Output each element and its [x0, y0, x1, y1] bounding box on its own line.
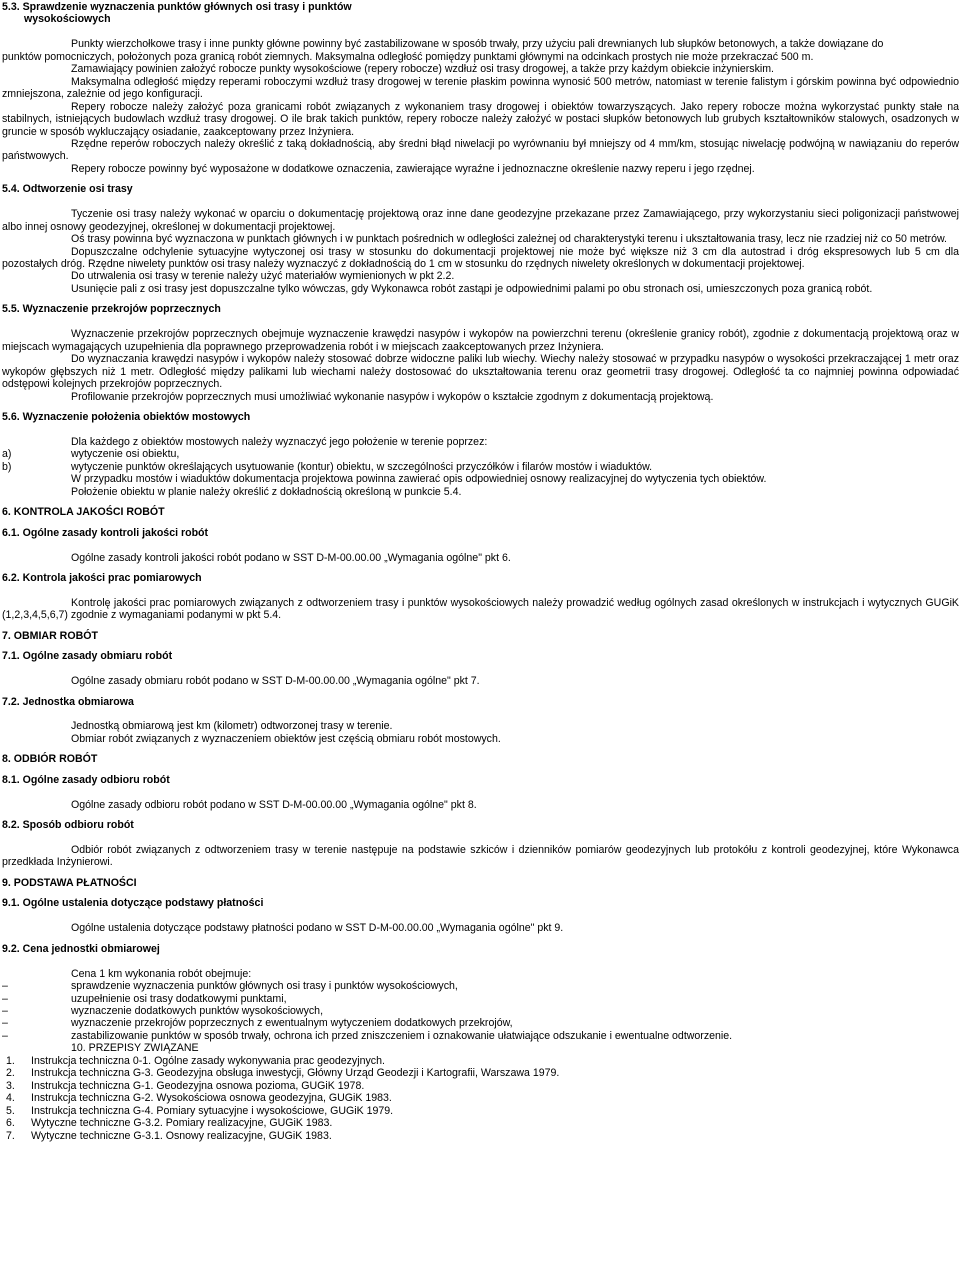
paragraph: Rzędne reperów roboczych należy określić z taką dokładnością, aby średni błąd niwelacji po wyrównaniu był mniejszy od 4 mm/km, stosując niwelację podwójną w nawiązaniu do reperów państwowych.: [2, 137, 959, 163]
paragraph: Dla każdego z obiektów mostowych należy wyznaczyć jego położenie w terenie poprzez:: [71, 435, 488, 448]
section-heading-6: 6. KONTROLA JAKOŚCI ROBÓT: [2, 506, 165, 519]
paragraph: Do wyznaczania krawędzi nasypów i wykopów należy stosować dobrze widoczne paliki lub wiechy. Wiechy należy stosować w przypadku nasypów o wysokości przekraczającej 1 metr oraz wykopów głębszych niż 1 metr. Odległość między palikami lub wiechami należy dostosować do ukształtowania terenu oraz geometrii trasy drogowej. Odległość ta co najmniej powinna odpowiadać odstępowi kolejnych przekrojów poprzecznych.: [2, 353, 959, 391]
bullet-item: – wyznaczenie przekrojów poprzecznych z ewentualnym wytyczeniem dodatkowych przekrojów,: [2, 1017, 513, 1030]
paragraph: Tyczenie osi trasy należy wykonać w oparciu o dokumentację projektową oraz inne dane geodezyjne przekazane przez Zamawiającego, przy wykorzystaniu sieci poligonizacji państwowej albo innej osnowy geodezyjnej, określonej w dokumentacji projektowej.: [2, 208, 959, 233]
paragraph: Usunięcie pali z osi trasy jest dopuszczalne tylko wówczas, gdy Wykonawca robót zastąpi je odpowiednimi palami po obu stronach osi, umieszczonych poza granicą robót.: [71, 282, 873, 295]
list-item: 1. Instrukcja techniczna 0-1. Ogólne zasady wykonywania prac geodezyjnych.: [6, 1054, 385, 1067]
dash-marker: –: [2, 1029, 8, 1042]
paragraph: Ogólne zasady odbioru robót podano w SST D-M-00.00.00 „Wymagania ogólne" pkt 8.: [71, 798, 477, 811]
paragraph: Ogólne zasady obmiaru robót podano w SST D-M-00.00.00 „Wymagania ogólne" pkt 7.: [71, 675, 480, 688]
paragraph: punktów pomocniczych, położonych poza granicą robót ziemnych. Maksymalna odległość pomiędzy punktami głównymi na odcinkach prostych nie może przekraczać 500 m.: [2, 50, 814, 63]
list-item: 4. Instrukcja techniczna G-2. Wysokościowa osnowa geodezyjna, GUGiK 1983.: [6, 1092, 392, 1105]
paragraph: Punkty wierzchołkowe trasy i inne punkty główne powinny być zastabilizowane w sposób trwały, przy użyciu pali drewnianych lub słupków betonowych, a także dowiązane do: [71, 38, 884, 51]
section-heading-7: 7. OBMIAR ROBÓT: [2, 629, 98, 642]
bullet-item: – sprawdzenie wyznaczenia punktów głównych osi trasy i punktów wysokościowych,: [2, 980, 458, 993]
list-item: 6. Wytyczne techniczne G-3.2. Pomiary realizacyjne, GUGiK 1983.: [6, 1117, 333, 1130]
list-marker: 6.: [6, 1117, 15, 1130]
section-heading-5-6: 5.6. Wyznaczenie położenia obiektów mostowych: [2, 411, 251, 423]
paragraph: W przypadku mostów i wiaduktów dokumentacja projektowa powinna zawierać opis odpowiedniej osnowy realizacyjnej do wytyczenia tych obiektów.: [71, 473, 767, 486]
paragraph: Kontrolę jakości prac pomiarowych związanych z odtworzeniem trasy i punktów wysokościowych należy prowadzić według ogólnych zasad określonych w instrukcjach i wytycznych GUGiK (1,2,3,4,5,6,7) zgodnie z wymaganiami podanymi w pkt 5.4.: [2, 596, 959, 622]
list-marker: 3.: [6, 1079, 15, 1092]
bullet-item: – uzupełnienie osi trasy dodatkowymi punktami,: [2, 992, 287, 1005]
paragraph: Wyznaczenie przekrojów poprzecznych obejmuje wyznaczenie krawędzi nasypów i wykopów na powierzchni terenu (określenie granicy robót), zgodnie z dokumentacją projektową oraz w miejscach wymagających uzupełnienia dla poprawnego przeprowadzenia robót i w miejscach zaakceptowanych przez Inżyniera.: [2, 328, 959, 353]
document-page: [2, 1, 959, 1142]
section-heading-10: 10. PRZEPISY ZWIĄZANE: [71, 1042, 199, 1055]
paragraph: Repery robocze należy założyć poza granicami robót związanych z wykonaniem trasy drogowej i obiektów towarzyszących. Jako repery robocze można wykorzystać punkty stałe na stabilnych, istniejących budowlach wzdłuż trasy drogowej. O ile brak takich punktów, repery robocze należy założyć w postaci słupków betonowych lub grubych kształtowników stalowych, osadzonych w gruncie w sposób wykluczający osiadanie, zaakceptowany przez Inżyniera.: [2, 100, 959, 138]
paragraph: Repery robocze powinny być wyposażone w dodatkowe oznaczenia, zawierające wyraźne i jednoznaczne określenie nazwy reperu i jego rzędnej.: [71, 162, 755, 175]
list-item: 7. Wytyczne techniczne G-3.1. Osnowy realizacyjne, GUGiK 1983.: [6, 1129, 332, 1142]
list-item: a) wytyczenie osi obiektu,: [2, 448, 180, 461]
section-heading-8-2: 8.2. Sposób odbioru robót: [2, 819, 134, 832]
list-item: 2. Instrukcja techniczna G-3. Geodezyjna obsługa inwestycji, Główny Urząd Geodezji i Kartografii, Warszawa 1979.: [6, 1067, 560, 1080]
paragraph: Jednostką obmiarową jest km (kilometr) odtworzonej trasy w terenie.: [71, 720, 393, 733]
paragraph: Profilowanie przekrojów poprzecznych musi umożliwiać wykonanie nasypów i wykopów o kształcie zgodnym z dokumentacją projektową.: [71, 390, 714, 403]
dash-marker: –: [2, 992, 8, 1005]
list-marker: 7.: [6, 1129, 15, 1142]
section-heading-7-1: 7.1. Ogólne zasady obmiaru robót: [2, 650, 173, 663]
section-heading-9: 9. PODSTAWA PŁATNOŚCI: [2, 876, 137, 889]
list-item: b) wytyczenie punktów określających usytuowanie (kontur) obiektu, w szczególności przyczółków i filarów mostów i wiaduktów.: [2, 460, 653, 473]
paragraph: Dopuszczalne odchylenie sytuacyjne wytyczonej osi trasy w stosunku do dokumentacji projektowej nie może być większe niż 3 cm dla autostrad i dróg ekspresowych lub 5 cm dla pozostałych dróg. Rzędne niwelety punktów osi trasy należy wyznaczyć z dokładnością do 1 cm w stosunku do rzędnych niwelety określonych w dokumentacji projektowej.: [2, 245, 959, 271]
section-heading-8-1: 8.1. Ogólne zasady odbioru robót: [2, 773, 170, 786]
list-marker: 4.: [6, 1092, 15, 1105]
dash-marker: –: [2, 980, 8, 993]
dash-marker: –: [2, 1017, 8, 1030]
list-item: 5. Instrukcja techniczna G-4. Pomiary sytuacyjne i wysokościowe, GUGiK 1979.: [6, 1104, 394, 1117]
section-heading-7-2: 7.2. Jednostka obmiarowa: [2, 695, 134, 708]
list-marker: 5.: [6, 1104, 15, 1117]
list-item: 3. Instrukcja techniczna G-1. Geodezyjna osnowa pozioma, GUGiK 1978.: [6, 1079, 365, 1092]
paragraph: Położenie obiektu w planie należy określić z dokładnością określoną w punkcie 5.4.: [71, 485, 462, 498]
paragraph: Do utrwalenia osi trasy w terenie należy użyć materiałów wymienionych w pkt 2.2.: [71, 270, 455, 283]
section-heading-8: 8. ODBIÓR ROBÓT: [2, 753, 98, 766]
list-marker: 2.: [6, 1067, 15, 1080]
section-heading-9-2: 9.2. Cena jednostki obmiarowej: [2, 942, 160, 955]
bullet-item: – wyznaczenie dodatkowych punktów wysokościowych,: [2, 1004, 324, 1017]
section-heading-5-3: 5.3. Sprawdzenie wyznaczenia punktów głównych osi trasy i punktów wysokościowych: [2, 1, 352, 26]
paragraph: Maksymalna odległość między reperami roboczymi wzdłuż trasy drogowej w terenie płaskim powinna wynosić 500 metrów, natomiast w terenie falistym i górskim powinna być odpowiednio zmniejszona, zależnie od jego konfiguracji.: [2, 75, 959, 101]
paragraph: Oś trasy powinna być wyznaczona w punktach głównych i w punktach pośrednich w odległości zależnej od charakterystyki terenu i ukształtowania trasy, lecz nie rzadziej niż co 50 metrów.: [71, 233, 947, 246]
paragraph: Obmiar robót związanych z wyznaczeniem obiektów jest częścią obmiaru robót mostowych.: [71, 732, 501, 745]
paragraph: Ogólne ustalenia dotyczące podstawy płatności podano w SST D-M-00.00.00 „Wymagania ogólne" pkt 9.: [71, 922, 564, 935]
section-heading-9-1: 9.1. Ogólne ustalenia dotyczące podstawy płatności: [2, 897, 264, 910]
section-heading-5-4: 5.4. Odtworzenie osi trasy: [2, 183, 133, 196]
section-heading-6-2: 6.2. Kontrola jakości prac pomiarowych: [2, 571, 202, 584]
section-heading-5-5: 5.5. Wyznaczenie przekrojów poprzecznych: [2, 303, 221, 316]
paragraph: Cena 1 km wykonania robót obejmuje:: [71, 967, 252, 980]
list-marker: a): [2, 448, 12, 461]
paragraph: Zamawiający powinien założyć robocze punkty wysokościowe (repery robocze) wzdłuż osi trasy drogowej, a także przy każdym obiekcie inżynierskim.: [71, 63, 774, 76]
section-heading-6-1: 6.1. Ogólne zasady kontroli jakości robót: [2, 526, 209, 539]
paragraph: Ogólne zasady kontroli jakości robót podano w SST D-M-00.00.00 „Wymagania ogólne" pkt 6.: [71, 551, 511, 564]
paragraph: Odbiór robót związanych z odtworzeniem trasy w terenie następuje na podstawie szkiców i dzienników pomiarów geodezyjnych lub protokółu z kontroli geodezyjnej, które Wykonawca przedkłada Inżynierowi.: [2, 844, 959, 869]
dash-marker: –: [2, 1004, 8, 1017]
bullet-item: – zastabilizowanie punktów w sposób trwały, ochrona ich przed zniszczeniem i oznakowanie ułatwiające odszukanie i ewentualne odtworzenie.: [2, 1029, 733, 1042]
list-marker: b): [2, 460, 12, 473]
list-marker: 1.: [6, 1054, 15, 1067]
